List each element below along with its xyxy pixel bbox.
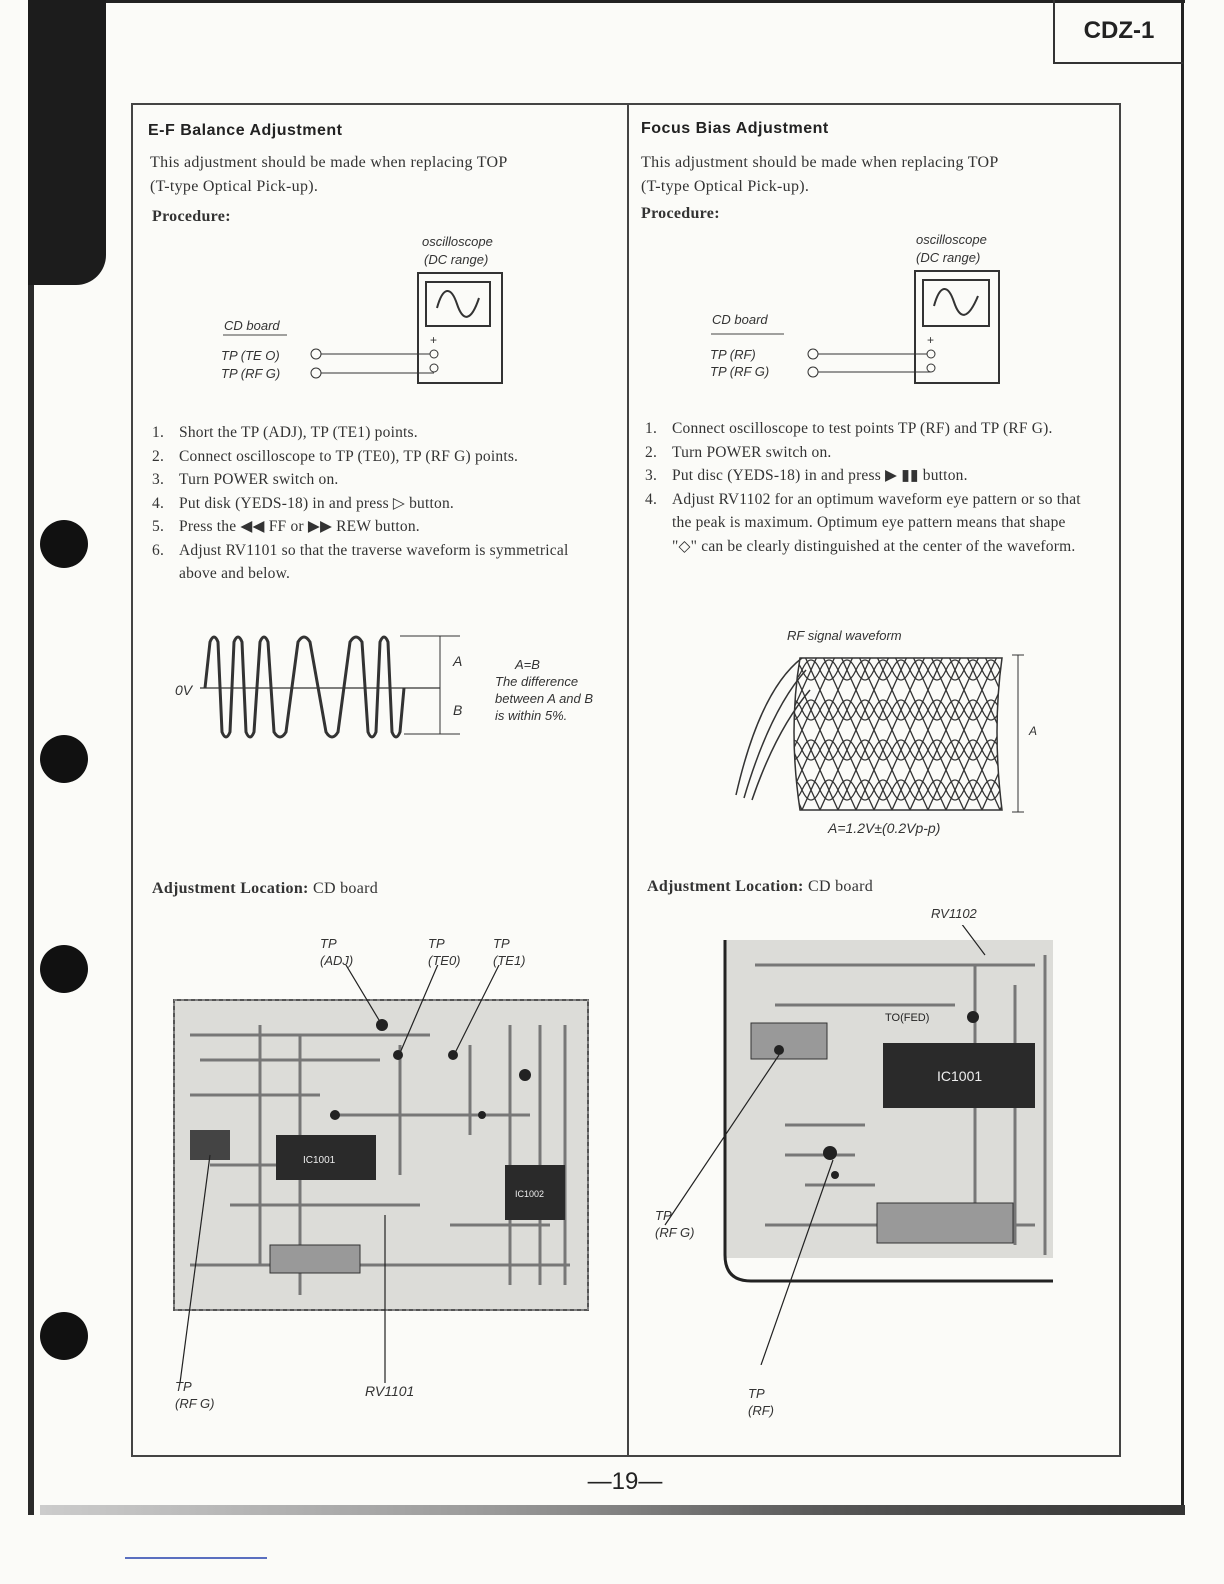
scope-wave bbox=[437, 291, 479, 317]
location-value: CD board bbox=[308, 880, 379, 897]
scope-wave bbox=[934, 289, 978, 315]
cnp1011-connector bbox=[877, 1203, 1013, 1243]
pcb-rv1101-label: RV1101 bbox=[365, 1383, 415, 1399]
cnp1012-connector bbox=[751, 1023, 827, 1059]
ef-step: 2. Connect oscilloscope to TP (TE0), TP (RF G) points. bbox=[152, 447, 519, 465]
ef-steps-list bbox=[152, 421, 592, 586]
fb-step: 1. Connect oscilloscope to test points TP (RF) and TP (RF G). bbox=[645, 420, 1053, 437]
punch-hole bbox=[40, 1312, 88, 1360]
scope-screen bbox=[923, 280, 989, 326]
tofed-label: TO(FED) bbox=[885, 1012, 930, 1024]
column-divider bbox=[627, 103, 629, 1455]
right-pcb-diagram bbox=[655, 925, 1055, 1365]
rf-eye-pattern bbox=[730, 650, 1040, 820]
tp-rf-terminal bbox=[808, 349, 818, 359]
fb-step: 4. Adjust RV1102 for an optimum waveform eye pattern or so that the peak is maximum. Optimum eye pattern means that shape "◇" can be clearly distinguished at the center of the waveform. bbox=[645, 490, 1081, 555]
left-pcb-diagram bbox=[170, 965, 590, 1385]
fb-osc-range: (DC range) bbox=[916, 250, 981, 265]
ab-note-eq: A=B bbox=[515, 657, 540, 672]
page-number: —19— bbox=[587, 1468, 663, 1495]
pcb-tp-rfg-label: TP (RF G) bbox=[655, 1208, 695, 1240]
location-label: Adjustment Location: bbox=[647, 878, 804, 895]
ef-balance-title: E-F Balance Adjustment bbox=[148, 122, 343, 139]
tp-rfg-terminal bbox=[311, 368, 321, 378]
fb-intro-line1: This adjustment should be made when replacing TOP bbox=[641, 154, 999, 171]
top-border bbox=[100, 0, 1185, 3]
ic1001-label: IC1001 bbox=[303, 1155, 336, 1166]
ef-step: 4. Put disk (YEDS-18) in and press ▷ button. bbox=[152, 494, 454, 512]
zero-volt-label: 0V bbox=[175, 682, 193, 698]
punch-hole bbox=[40, 945, 88, 993]
eye-mesh bbox=[794, 658, 1002, 810]
right-border bbox=[1181, 0, 1184, 1515]
scope-terminal-minus bbox=[927, 364, 935, 372]
ef-tp-rfg-label: TP (RF G) bbox=[221, 366, 281, 381]
ef-osc-range: (DC range) bbox=[424, 252, 489, 267]
pcb-tp-teo-label: TP (TE0) bbox=[428, 936, 461, 968]
fb-intro-line2: (T-type Optical Pick-up). bbox=[641, 178, 810, 195]
location-value: CD board bbox=[803, 878, 874, 895]
ef-traverse-waveform bbox=[170, 628, 470, 748]
plus-sign: + bbox=[927, 333, 935, 347]
ab-note-line2: The difference bbox=[495, 674, 579, 689]
ef-cd-board-label: CD board bbox=[224, 318, 280, 333]
pcb-tp-rf-label: TP (RF) bbox=[748, 1386, 774, 1418]
fb-tp-rf-label: TP (RF) bbox=[710, 347, 756, 362]
ef-step: 5. Press the ◀◀ FF or ▶▶ REW button. bbox=[152, 518, 420, 535]
traverse-wave bbox=[205, 637, 404, 737]
ic1001-label: IC1001 bbox=[937, 1068, 983, 1084]
ef-oscilloscope-diagram bbox=[215, 268, 510, 388]
plus-sign: + bbox=[430, 333, 438, 347]
fb-step: 3. Put disc (YEDS-18) in and press ▶ ▮▮ button. bbox=[645, 467, 968, 484]
ic1002-label: IC1002 bbox=[515, 1189, 545, 1199]
pcb-tp-te1-label: TP (TE1) bbox=[493, 936, 526, 968]
pcb-tp-adj-label: TP (ADJ) bbox=[320, 936, 354, 968]
ab-note-line3: between A and B bbox=[495, 691, 594, 706]
wave-b-label: B bbox=[453, 702, 463, 718]
scope-terminal-minus bbox=[430, 364, 438, 372]
wave-a-label: A bbox=[453, 653, 463, 669]
pcb-tp-rfg-label: TP (RF G) bbox=[175, 1379, 215, 1411]
rf-value: A=1.2V±(0.2Vp-p) bbox=[828, 820, 941, 836]
ef-osc-label: oscilloscope bbox=[422, 234, 493, 249]
focus-bias-title: Focus Bias Adjustment bbox=[641, 120, 829, 137]
rf-signal-caption: RF signal waveform bbox=[787, 628, 902, 643]
fb-cd-board-label: CD board bbox=[712, 312, 768, 327]
location-label: Adjustment Location: bbox=[152, 880, 309, 897]
ab-note-line4: is within 5%. bbox=[495, 708, 568, 723]
rf-a-label: A bbox=[1029, 724, 1038, 738]
ef-step: 1. Short the TP (ADJ), TP (TE1) points. bbox=[152, 424, 418, 441]
scope-terminal-plus bbox=[430, 350, 438, 358]
bottom-stub-line bbox=[125, 1557, 267, 1559]
ef-step: 3. Turn POWER switch on. bbox=[152, 471, 339, 488]
ef-step: 6. Adjust RV1101 so that the traverse waveform is symmetrical above and below. bbox=[152, 541, 569, 582]
punch-hole bbox=[40, 520, 88, 568]
fb-oscilloscope-diagram bbox=[706, 266, 1006, 388]
connector-strip bbox=[270, 1245, 360, 1273]
fb-tp-rfg-label: TP (RF G) bbox=[710, 364, 770, 379]
tp-rfg-terminal bbox=[808, 367, 818, 377]
fb-intro bbox=[641, 151, 1091, 199]
model-code: CDZ-1 bbox=[1053, 0, 1183, 64]
bottom-border bbox=[40, 1505, 1185, 1515]
ef-intro bbox=[150, 151, 595, 199]
ab-note bbox=[495, 656, 593, 724]
binder-strip bbox=[28, 0, 106, 285]
ef-procedure-label: Procedure: bbox=[152, 208, 231, 225]
fb-step: 2. Turn POWER switch on. bbox=[645, 443, 832, 461]
pcb-rv1102-label: RV1102 bbox=[931, 906, 977, 921]
scope-terminal-plus bbox=[927, 350, 935, 358]
punch-hole bbox=[40, 735, 88, 783]
fb-osc-label: oscilloscope bbox=[916, 232, 987, 247]
ef-intro-line2: (T-type Optical Pick-up). bbox=[150, 178, 319, 195]
binder-edge bbox=[28, 285, 34, 1515]
tp-teo-terminal bbox=[311, 349, 321, 359]
fb-steps-list bbox=[645, 417, 1087, 558]
ef-location bbox=[152, 877, 378, 901]
ef-intro-line1: This adjustment should be made when replacing TOP bbox=[150, 154, 508, 171]
fb-procedure-label: Procedure: bbox=[641, 205, 720, 222]
ef-tp-teo-label: TP (TE O) bbox=[221, 348, 280, 363]
fb-location bbox=[647, 875, 873, 899]
